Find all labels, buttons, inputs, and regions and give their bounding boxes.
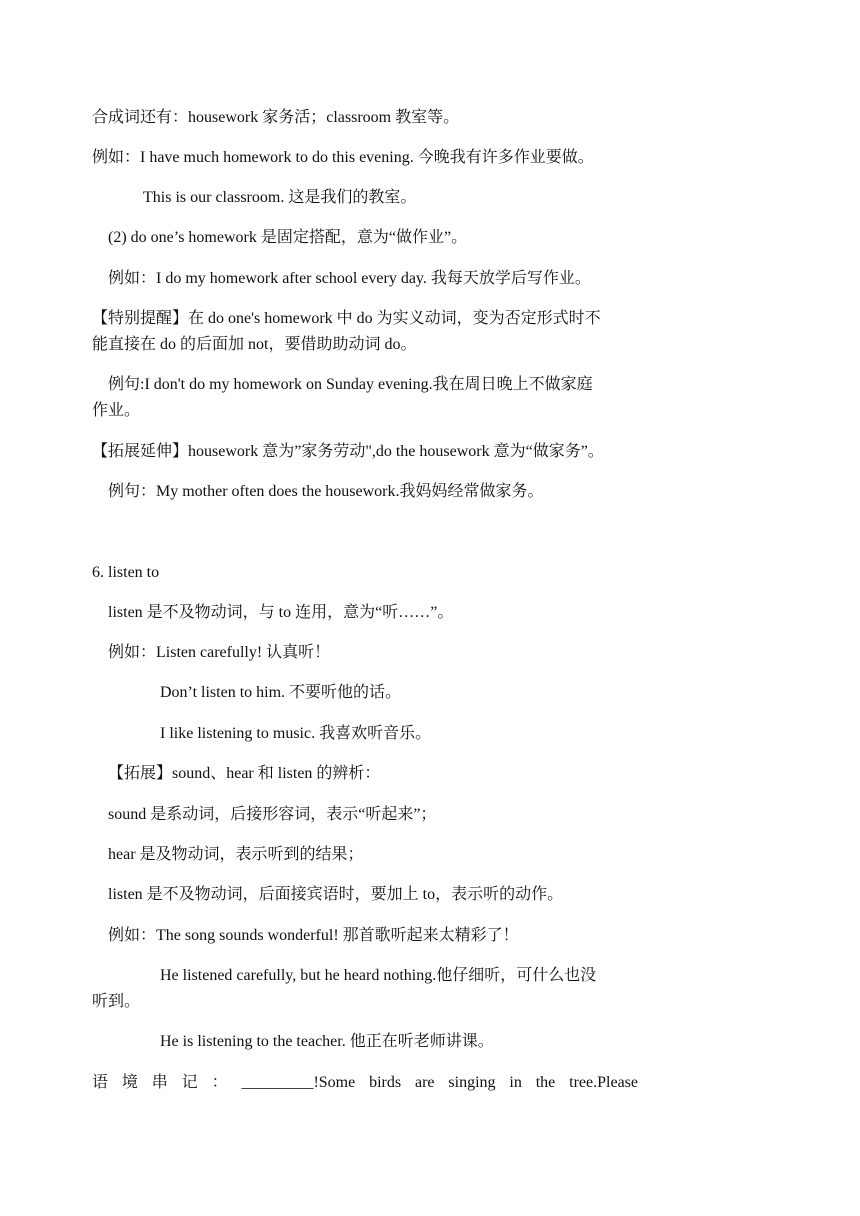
- context-memory-line: [92, 1073, 638, 1093]
- text-line: 例句:I don't do my homework on Sunday evening.我在周日晚上不做家庭: [108, 376, 593, 393]
- text-line: He listened carefully, but he heard nothing.他仔细听，可什么也没: [160, 967, 597, 984]
- word: 语: [92, 1074, 109, 1091]
- text-line: sound 是系动词，后接形容词，表示“听起来”；: [108, 806, 437, 823]
- text-line: 合成词还有：housework 家务活；classroom 教室等。: [92, 109, 460, 126]
- text-line: listen 是不及物动词，后面接宾语时，要加上 to，表示听的动作。: [108, 886, 564, 903]
- text-line: 【拓展延伸】housework 意为”家务劳动",do the housework 意为“做家务”。: [92, 443, 604, 460]
- word: in: [509, 1074, 522, 1091]
- text-line: 例如：Listen carefully! 认真听！: [108, 644, 331, 661]
- text-line: 作业。: [92, 402, 141, 419]
- text-line: (2) do one’s homework 是固定搭配，意为“做作业”。: [108, 229, 468, 246]
- text-line: This is our classroom. 这是我们的教室。: [143, 189, 417, 206]
- text-line: 能直接在 do 的后面加 not，要借助助动词 do。: [92, 336, 417, 353]
- text-line: 例句：My mother often does the housework.我妈妈经常做家务。: [108, 483, 544, 500]
- word: are: [414, 1074, 435, 1091]
- word: 记: [181, 1074, 198, 1091]
- text-line: 听到。: [92, 993, 141, 1010]
- word: singing: [448, 1074, 496, 1091]
- text-line: 例如：I do my homework after school every day. 我每天放学后写作业。: [108, 270, 591, 287]
- text-line: He is listening to the teacher. 他正在听老师讲课。: [160, 1033, 494, 1050]
- text-line: hear 是及物动词，表示听到的结果；: [108, 846, 364, 863]
- word: ：: [211, 1074, 228, 1091]
- word: the: [535, 1074, 556, 1091]
- word: birds: [369, 1074, 402, 1091]
- text-line: 例如：The song sounds wonderful! 那首歌听起来太精彩了！: [108, 927, 519, 944]
- text-line: 【特别提醒】在 do one's homework 中 do 为实义动词，变为否定形式时不: [92, 310, 601, 327]
- word: _________!Some: [241, 1074, 356, 1091]
- text-line: Don’t listen to him. 不要听他的话。: [160, 684, 402, 701]
- text-line: I like listening to music. 我喜欢听音乐。: [160, 725, 432, 742]
- word: 境: [121, 1074, 138, 1091]
- section-heading: 6. listen to: [92, 564, 160, 581]
- word: 串: [151, 1074, 168, 1091]
- text-line: 【拓展】sound、hear 和 listen 的辨析：: [108, 765, 381, 782]
- text-line: listen 是不及物动词，与 to 连用，意为“听……”。: [108, 604, 454, 621]
- text-line: 例如：I have much homework to do this evening. 今晚我有许多作业要做。: [92, 149, 594, 166]
- word: tree.Please: [569, 1074, 638, 1091]
